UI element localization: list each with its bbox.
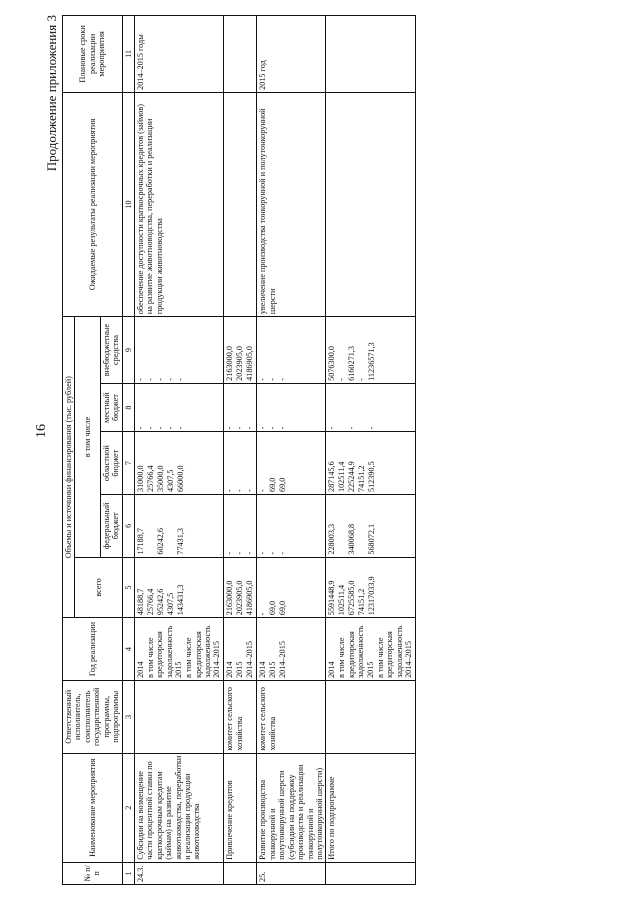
cell-value: -: [145, 378, 155, 381]
col-number: 10: [122, 92, 134, 316]
cell-value: -: [367, 426, 377, 430]
header-including: в том числе: [75, 317, 100, 557]
cell-value: 6160271,3: [347, 346, 357, 381]
col-number: 6: [122, 495, 134, 558]
year-cell: [257, 618, 326, 681]
extra-cell: [257, 317, 326, 384]
cell-value: -: [155, 378, 165, 381]
table-row: [224, 16, 257, 885]
cell-value: 2014: [225, 661, 235, 678]
header-total: всего: [75, 557, 122, 618]
federal-cell: [257, 495, 326, 558]
header-financing: Объемы и источники финансирования (тыс. рублей): [63, 317, 75, 618]
table-row: [134, 16, 224, 885]
row-number: 24.3.: [134, 862, 224, 884]
cell-value: [337, 386, 347, 430]
extra-cell: [224, 317, 257, 384]
cell-value: 2014–2015: [278, 641, 288, 678]
cell-value: -: [235, 426, 245, 430]
cell-value: -: [278, 378, 288, 381]
cell-value: -: [327, 426, 337, 430]
column-numbers-row: [122, 16, 134, 885]
cell-value: 2015: [235, 661, 245, 678]
row-name: Развитие производства тонкорунной и полутонкорунной шерсти (субсидии на поддержку производства и реализации тонкорунной и полутонкорунной шерсти): [257, 753, 326, 862]
federal-cell: [326, 495, 416, 558]
cell-value: -: [165, 426, 175, 430]
cell-value: 31000,0: [135, 465, 145, 492]
total-cell: [134, 557, 224, 618]
cell-value: [357, 386, 367, 430]
cell-value: 11236571,3: [367, 342, 377, 381]
cell-value: 5076300,0: [327, 346, 337, 381]
cell-value: -: [175, 426, 185, 430]
cell-value: -: [235, 489, 245, 492]
cell-value: [146, 497, 156, 555]
col-number: 8: [122, 383, 134, 432]
cell-value: -: [165, 378, 175, 381]
total-cell: [326, 557, 416, 618]
cell-value: -: [245, 426, 255, 430]
cell-value: 69,0: [268, 477, 278, 492]
cell-value: 2015: [268, 661, 278, 678]
cell-value: -: [135, 378, 145, 381]
cell-value: -: [268, 426, 278, 430]
cell-value: 4307,5: [165, 469, 175, 492]
cell-value: -: [258, 551, 268, 555]
cell-value: -: [235, 551, 245, 555]
cell-value: 48188,7: [135, 588, 145, 616]
cell-value: -: [225, 489, 235, 492]
financing-table: [62, 15, 416, 885]
table-body: [134, 16, 415, 885]
header-extra: внебюджетные средства: [100, 317, 122, 384]
cell-value: [166, 497, 176, 555]
local-cell: [326, 383, 416, 432]
row-result: увеличение производства тонкорунной и полутонкорунной шерсти: [257, 92, 326, 316]
row-number: [224, 862, 257, 884]
cell-value: 69,0: [268, 600, 278, 616]
cell-value: 69,0: [278, 600, 288, 616]
cell-value: 4186905,0: [245, 346, 255, 381]
row-name: Субсидии на возмещение части процентной ставки по краткосрочным кредитам (займам) на развитие животноводства, переработки и реализации продукции животноводства: [134, 753, 224, 862]
cell-value: [337, 497, 347, 555]
cell-value: 2014–2015: [212, 641, 222, 678]
page-number: 16: [34, 424, 49, 438]
cell-value: 143431,3: [175, 584, 185, 616]
cell-value: 512390,5: [367, 461, 377, 492]
cell-value: 2163000,0: [225, 346, 235, 381]
cell-value: 77431,3: [175, 528, 185, 555]
col-number: 11: [122, 16, 134, 93]
header-result: Ожидаемые результаты реализации мероприятия: [63, 92, 123, 316]
cell-value: 74151,2: [357, 588, 367, 616]
cell-value: 2014–2015: [403, 641, 413, 678]
cell-value: 287145,6: [327, 461, 337, 492]
table-row: [326, 16, 416, 885]
cell-value: 2014: [258, 661, 268, 678]
row-executor: комитет сельского хозяйства: [257, 680, 326, 753]
cell-value: -: [258, 378, 268, 381]
year-cell: [224, 618, 257, 681]
cell-value: -: [268, 551, 278, 555]
header-federal: федеральный бюджет: [100, 495, 122, 558]
cell-value: -: [175, 378, 185, 381]
cell-value: 102511,4: [337, 584, 347, 616]
col-number: 2: [122, 753, 134, 862]
cell-value: -: [258, 426, 268, 430]
cell-value: в том числе кредиторская задолженность: [375, 625, 404, 678]
col-number: 1: [122, 862, 134, 884]
cell-value: 2015: [365, 661, 375, 678]
cell-value: 225244,9: [347, 461, 357, 492]
cell-value: -: [155, 426, 165, 430]
row-term: 2015 год: [257, 16, 326, 93]
row-result: обеспечение доступности краткосрочных кредитов (займов) на развитие животноводства, переработки и реализации продукции животноводства: [134, 92, 224, 316]
row-executor: [134, 680, 224, 753]
cell-value: -: [357, 378, 367, 381]
cell-value: -: [278, 426, 288, 430]
cell-value: 25766,4: [145, 465, 155, 492]
cell-value: -: [225, 551, 235, 555]
cell-value: -: [258, 612, 268, 616]
cell-value: 60242,6: [155, 528, 165, 555]
cell-value: 4186905,0: [245, 580, 255, 616]
regional-cell: [134, 432, 224, 495]
regional-cell: [257, 432, 326, 495]
row-term: [326, 16, 416, 93]
cell-value: -: [225, 426, 235, 430]
cell-value: 2014: [135, 661, 145, 678]
cell-value: -: [268, 378, 278, 381]
row-result: [326, 92, 416, 316]
total-cell: [257, 557, 326, 618]
cell-value: 66000,0: [175, 465, 185, 492]
cell-value: в том числе кредиторская задолженность: [184, 625, 213, 678]
row-name: Итого по подпрограмме: [326, 753, 416, 862]
rotated-table-page: [44, 15, 592, 885]
cell-value: в том числе кредиторская задолженность: [337, 625, 366, 678]
cell-value: 568072,1: [367, 523, 377, 555]
cell-value: 12317033,9: [367, 576, 377, 616]
cell-value: -: [145, 426, 155, 430]
year-cell: [134, 618, 224, 681]
total-cell: [224, 557, 257, 618]
header-executor: Ответственный исполнитель, соисполнитель государственной программы, подпрограммы: [63, 680, 123, 753]
local-cell: [134, 383, 224, 432]
cell-value: 2023905,0: [235, 580, 245, 616]
col-number: 3: [122, 680, 134, 753]
cell-value: -: [278, 551, 288, 555]
cell-value: 4307,5: [165, 592, 175, 616]
cell-value: 228003,3: [327, 523, 337, 555]
federal-cell: [224, 495, 257, 558]
local-cell: [257, 383, 326, 432]
cell-value: -: [245, 551, 255, 555]
header-local: местный бюджет: [100, 383, 122, 432]
extra-cell: [326, 317, 416, 384]
cell-value: 69,0: [278, 477, 288, 492]
header-regional: областной бюджет: [100, 432, 122, 495]
year-cell: [326, 618, 416, 681]
cell-value: в том числе кредиторская задолженность: [145, 625, 174, 678]
cell-value: -: [337, 378, 347, 381]
cell-value: -: [258, 489, 268, 492]
cell-value: 6725585,0: [347, 580, 357, 616]
header-year: Год реализации: [63, 618, 123, 681]
cell-value: 2015: [174, 661, 184, 678]
cell-value: 17188,7: [135, 528, 145, 555]
extra-cell: [134, 317, 224, 384]
cell-value: 25766,4: [145, 588, 155, 616]
regional-cell: [326, 432, 416, 495]
federal-cell: [134, 495, 224, 558]
row-term: 2014–2015 годы: [134, 16, 224, 93]
regional-cell: [224, 432, 257, 495]
row-result: [224, 92, 257, 316]
cell-value: 340068,8: [347, 523, 357, 555]
row-name: Привлечение кредитов: [224, 753, 257, 862]
cell-value: 5591448,9: [327, 580, 337, 616]
cell-value: -: [245, 489, 255, 492]
cell-value: 2163000,0: [225, 580, 235, 616]
cell-value: 74151,2: [357, 465, 367, 492]
cell-value: 102511,4: [337, 461, 347, 492]
header-term: Плановые сроки реализации мероприятия: [63, 16, 123, 93]
cell-value: [357, 497, 367, 555]
row-executor: [326, 680, 416, 753]
row-executor: комитет сельского хозяйства: [224, 680, 257, 753]
cell-value: -: [347, 426, 357, 430]
table-row: [257, 16, 326, 885]
cell-value: 2023905,0: [235, 346, 245, 381]
row-term: [224, 16, 257, 93]
cell-value: -: [135, 426, 145, 430]
continuation-label: Продолжение приложения 3: [44, 15, 59, 172]
col-number: 5: [122, 557, 134, 618]
cell-value: 2014: [327, 661, 337, 678]
header-num: № п/п: [63, 862, 123, 884]
col-number: 4: [122, 618, 134, 681]
cell-value: 2014–2015: [245, 641, 255, 678]
col-number: 9: [122, 317, 134, 384]
col-number: 7: [122, 432, 134, 495]
local-cell: [224, 383, 257, 432]
header-name: Наименование мероприятия: [63, 753, 123, 862]
row-number: 25.: [257, 862, 326, 884]
row-number: [326, 862, 416, 884]
cell-value: 35000,0: [155, 465, 165, 492]
cell-value: 95242,6: [155, 588, 165, 616]
